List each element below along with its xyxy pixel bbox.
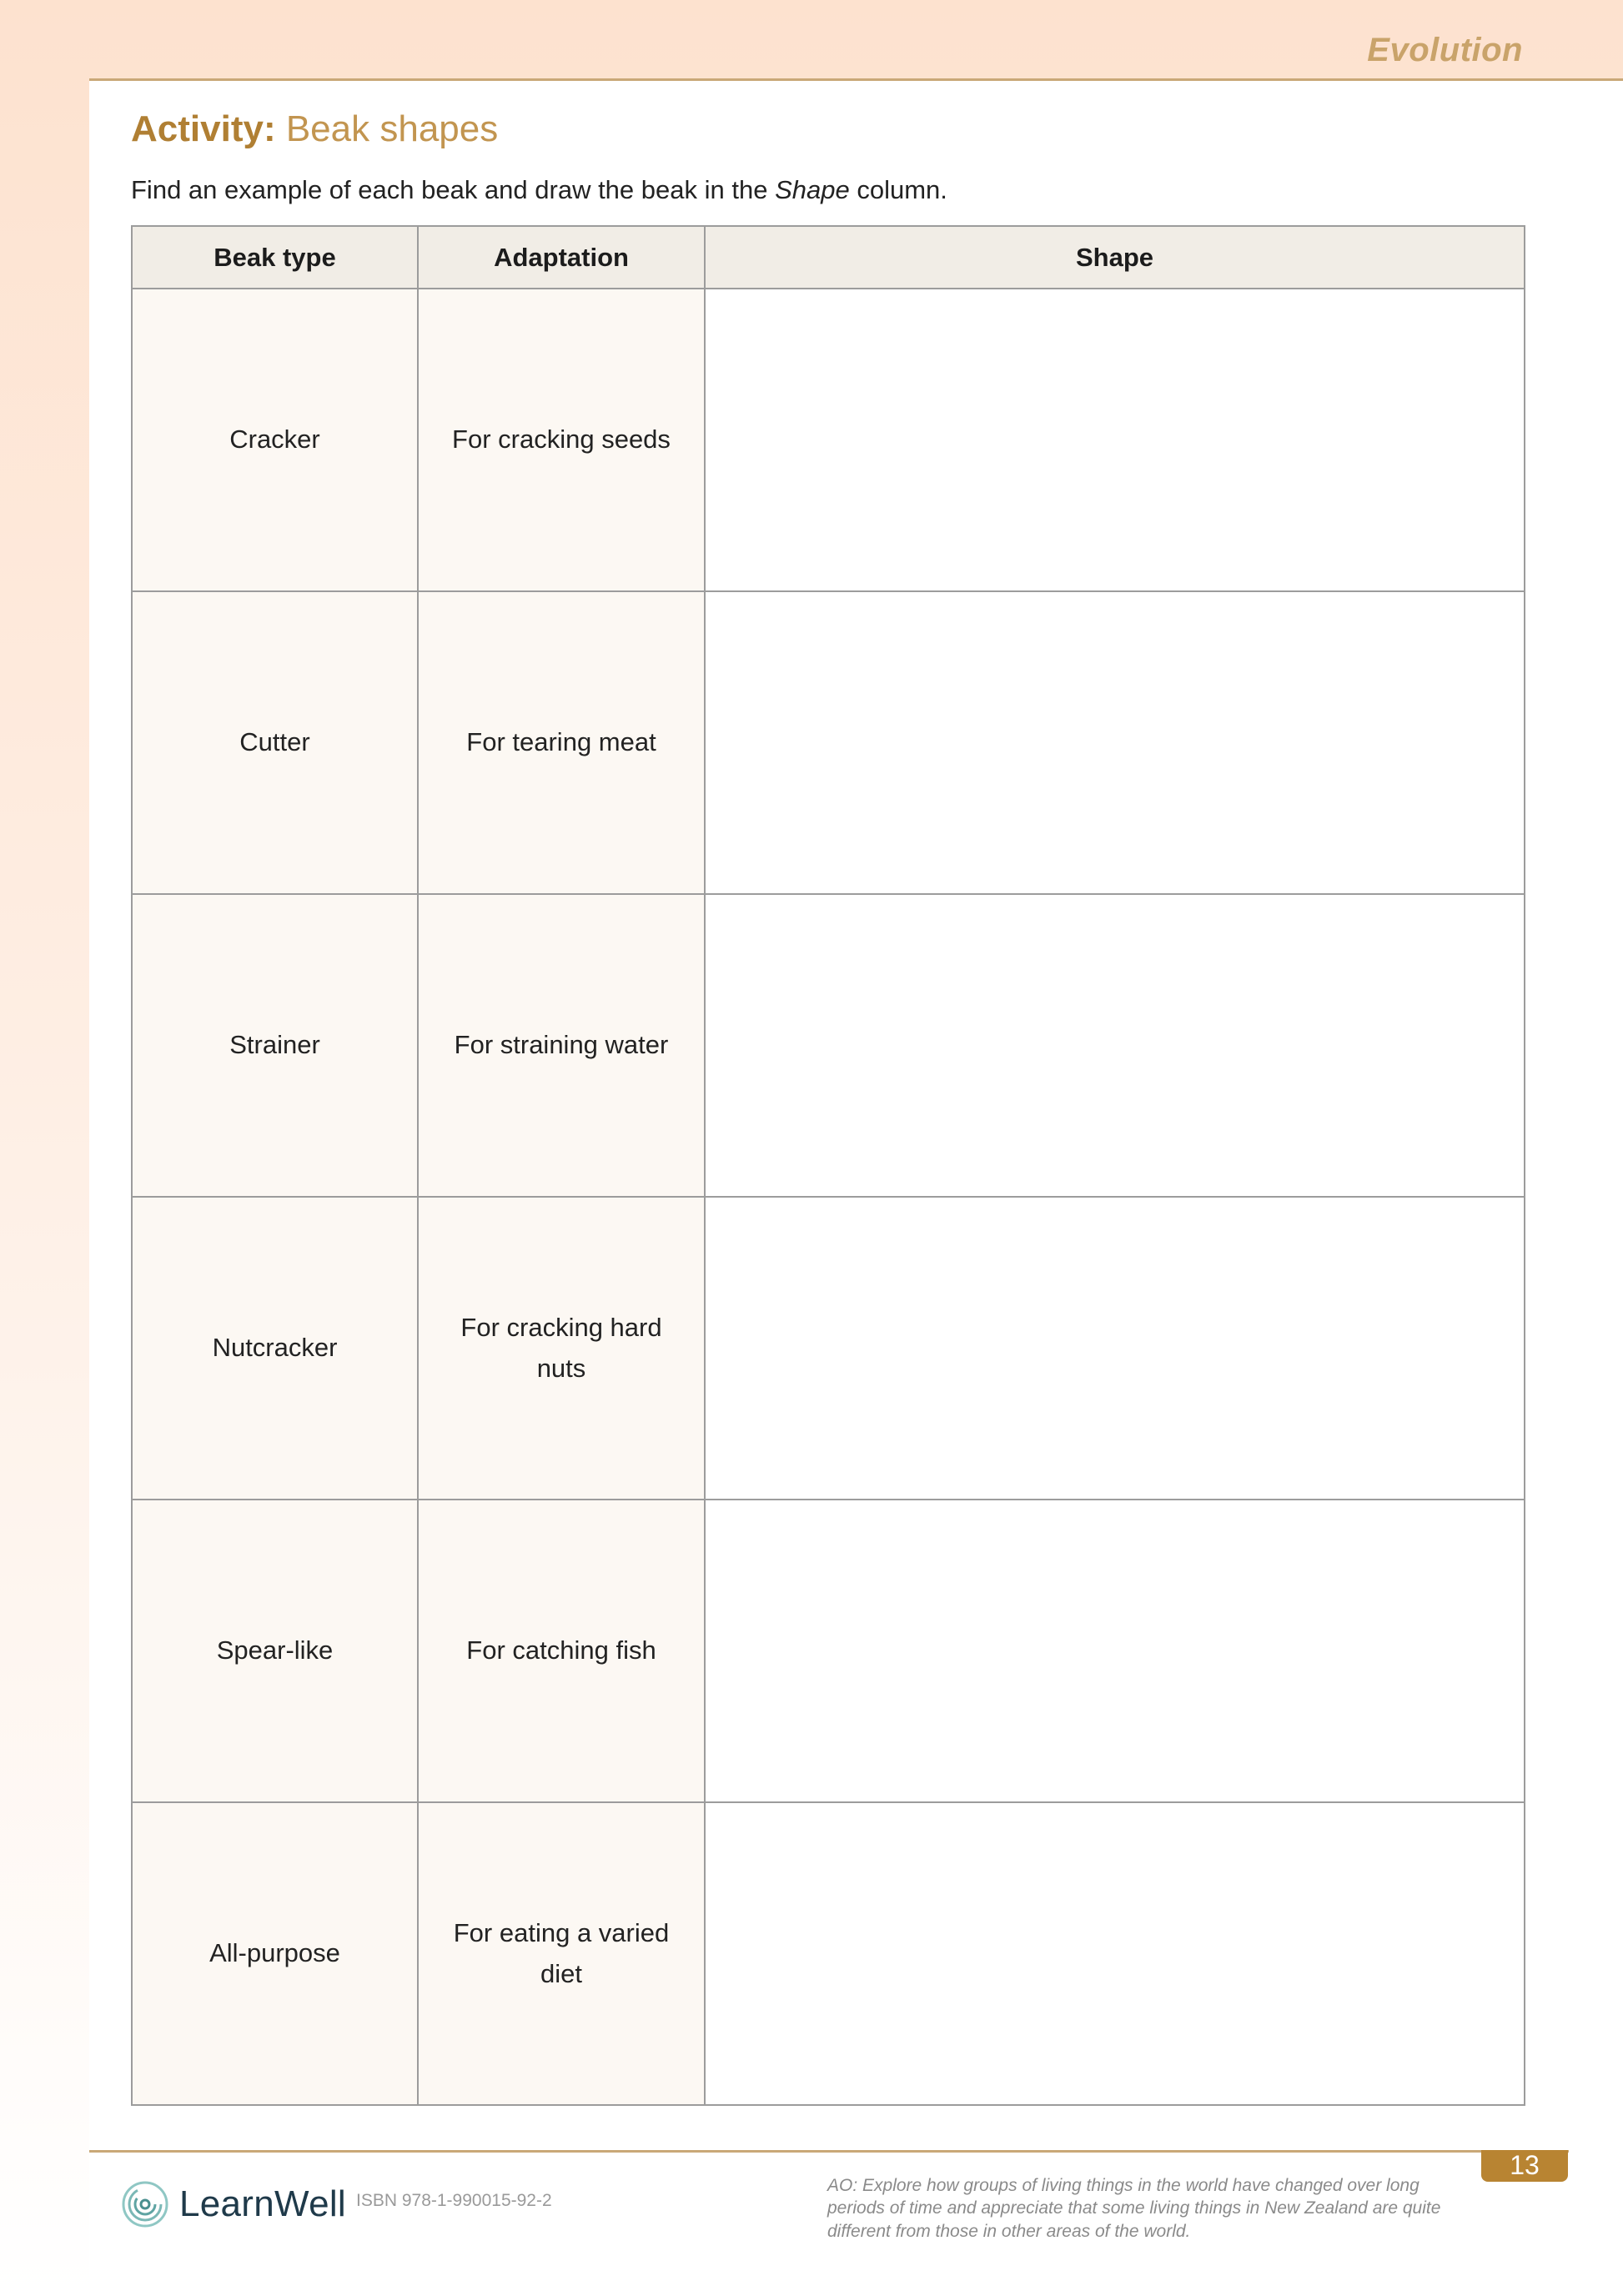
header-rule — [89, 78, 1623, 81]
table-row — [132, 591, 1525, 894]
shape-drawing-cell[interactable] — [705, 591, 1525, 894]
instructions-text: Find an example of each beak and draw the beak in the — [131, 175, 776, 204]
table-row — [132, 1802, 1525, 2105]
adaptation-cell: For eating a varied diet — [418, 1802, 705, 2105]
beak-shapes-table — [131, 225, 1525, 2106]
shape-drawing-cell[interactable] — [705, 1500, 1525, 1802]
brand-name: LearnWell — [179, 2183, 346, 2224]
shape-drawing-cell[interactable] — [705, 894, 1525, 1197]
running-head: Evolution — [1367, 32, 1523, 68]
shape-drawing-cell[interactable] — [705, 289, 1525, 591]
beak-type-cell: Cracker — [132, 289, 418, 591]
beak-type-cell: All-purpose — [132, 1802, 418, 2105]
achievement-objective: AO: Explore how groups of living things in the world have changed over long periods of time and appreciate that some living things in New Zealand are quite different from those in other areas of the world. — [827, 2176, 1441, 2241]
activity-name: Beak shapes — [285, 108, 499, 149]
isbn: ISBN 978-1-990015-92-2 — [356, 2191, 552, 2210]
header-beak-type: Beak type — [132, 226, 418, 289]
header-shape: Shape — [705, 226, 1525, 289]
instructions — [131, 175, 947, 205]
beak-type-cell: Nutcracker — [132, 1197, 418, 1500]
shape-drawing-cell[interactable] — [705, 1197, 1525, 1500]
instructions-emphasis: Shape — [775, 175, 850, 204]
activity-label: Activity: — [131, 108, 276, 149]
table-row — [132, 289, 1525, 591]
footer-rule — [89, 2150, 1569, 2153]
activity-title — [131, 108, 498, 150]
shape-drawing-cell[interactable] — [705, 1802, 1525, 2105]
adaptation-cell: For straining water — [418, 894, 705, 1197]
adaptation-cell: For cracking seeds — [418, 289, 705, 591]
adaptation-cell: For tearing meat — [418, 591, 705, 894]
table-header-row — [132, 226, 1525, 289]
beak-type-cell: Strainer — [132, 894, 418, 1197]
header-adaptation: Adaptation — [418, 226, 705, 289]
learnwell-logo — [121, 2180, 346, 2228]
learnwell-swirl-icon — [121, 2180, 169, 2228]
adaptation-cell: For cracking hard nuts — [418, 1197, 705, 1500]
beak-type-cell: Spear-like — [132, 1500, 418, 1802]
page-number: 13 — [1481, 2150, 1568, 2182]
beak-type-cell: Cutter — [132, 591, 418, 894]
table-row — [132, 894, 1525, 1197]
table-row — [132, 1500, 1525, 1802]
table-row — [132, 1197, 1525, 1500]
instructions-text-end: column. — [849, 175, 947, 204]
adaptation-cell: For catching fish — [418, 1500, 705, 1802]
